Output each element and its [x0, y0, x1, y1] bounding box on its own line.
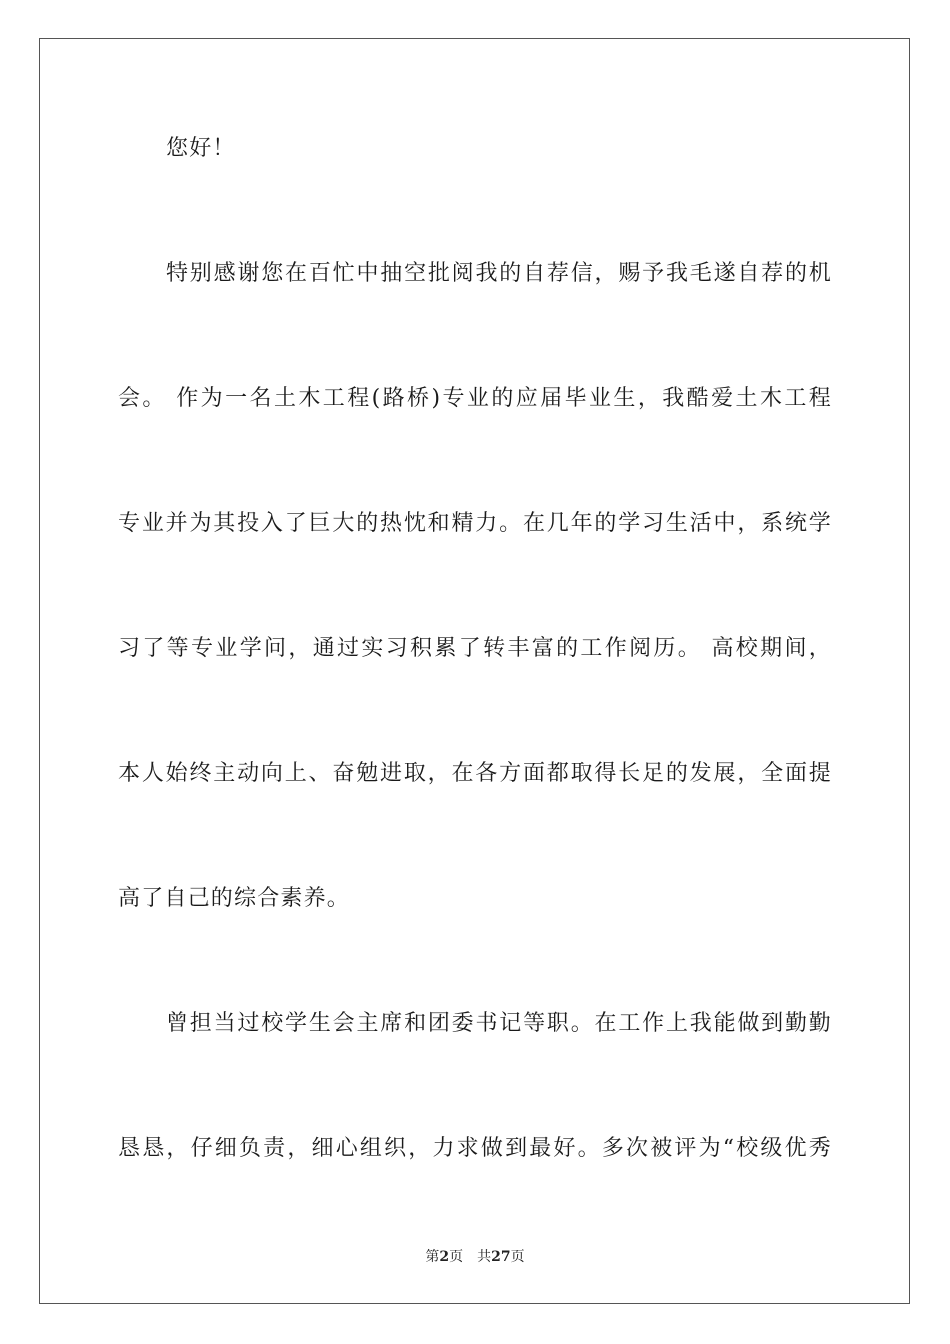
page-border [39, 38, 910, 1304]
body-line-7: 曾担当过校学生会主席和团委书记等职。在工作上我能做到勤勤 [166, 1011, 832, 1036]
total-prefix: 共 [477, 1249, 492, 1265]
body-line-3: 专业并为其投入了巨大的热忱和精力。在几年的学习生活中，系统学 [118, 511, 832, 536]
body-line-6: 高了自己的综合素养。 [118, 886, 351, 911]
body-line-4: 习了等专业学问，通过实习积累了转丰富的工作阅历。 高校期间， [118, 636, 832, 661]
body-line-2: 会。 作为一名土木工程(路桥)专业的应届毕业生，我酷爱土木工程 [118, 386, 832, 411]
body-line-8: 恳恳，仔细负责，细心组织，力求做到最好。多次被评为“校级优秀 [118, 1136, 832, 1161]
body-line-5: 本人始终主动向上、奋勉进取，在各方面都取得长足的发展，全面提 [118, 761, 832, 786]
page-number: 2 [439, 1249, 450, 1265]
total-pages: 27 [491, 1249, 511, 1265]
total-suffix: 页 [510, 1249, 525, 1265]
page-prefix: 第 [425, 1249, 440, 1265]
page-suffix: 页 [449, 1249, 464, 1265]
body-line-1: 特别感谢您在百忙中抽空批阅我的自荐信，赐予我毛遂自荐的机 [166, 261, 832, 286]
greeting-line: 您好！ [166, 136, 236, 161]
page-footer [0, 1248, 950, 1266]
